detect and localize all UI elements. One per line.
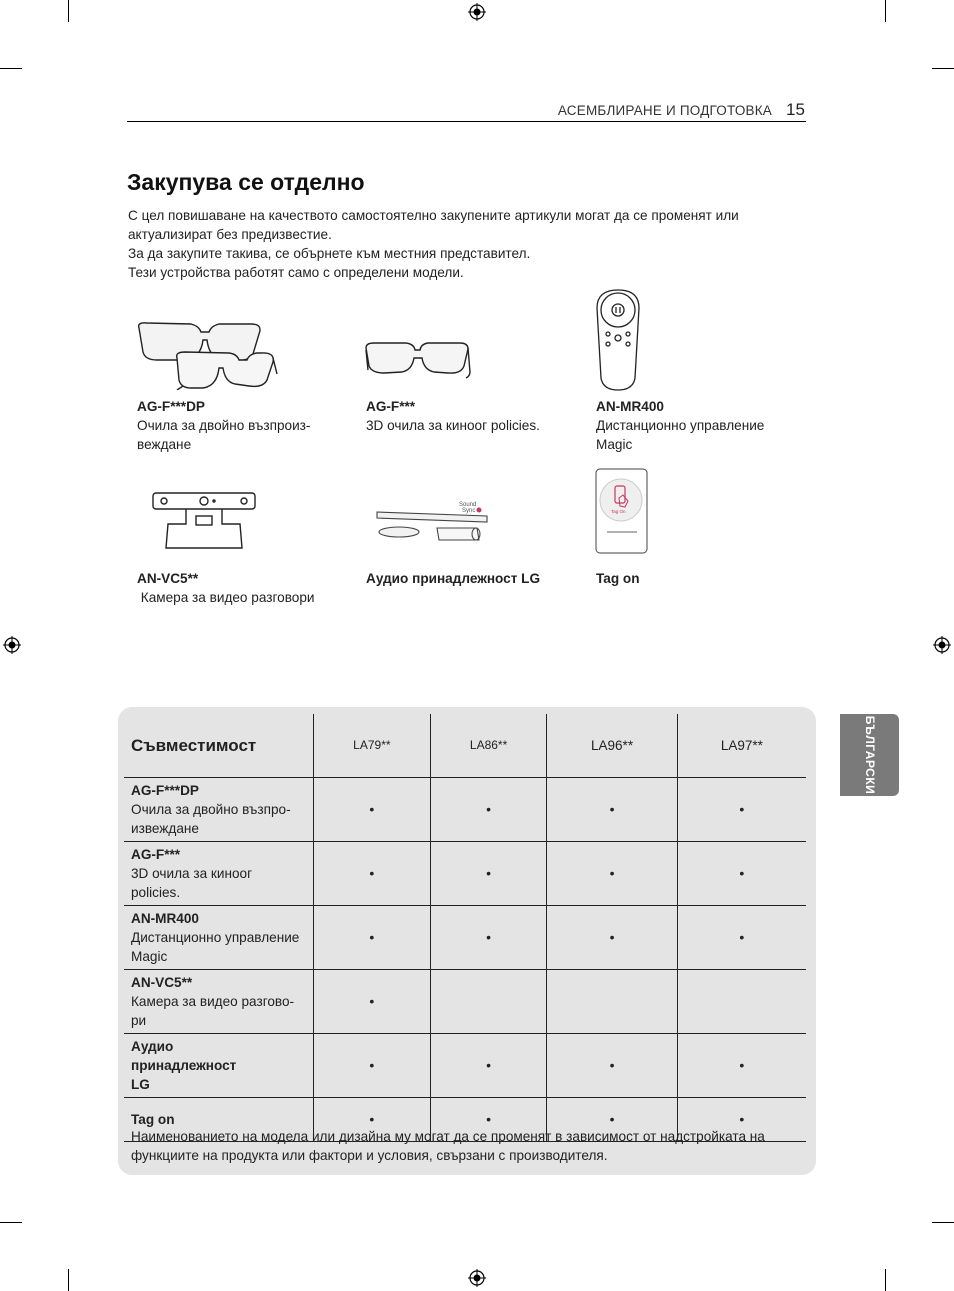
magic-remote-icon bbox=[595, 288, 641, 392]
accessory-desc: веждане bbox=[137, 437, 192, 452]
row-desc: Дистанционно управление bbox=[131, 930, 300, 945]
accessory-model: AG-F***DP bbox=[137, 399, 205, 414]
row-label bbox=[124, 906, 314, 970]
table-row bbox=[124, 906, 806, 970]
compat-mark: • bbox=[430, 842, 547, 906]
row-desc: Камера за видео разгово- bbox=[131, 994, 295, 1009]
compat-mark: • bbox=[547, 1034, 677, 1098]
compat-mark: • bbox=[547, 778, 677, 842]
header-divider bbox=[127, 121, 806, 122]
crop-mark bbox=[0, 1222, 22, 1223]
intro-paragraph: За да закупите такива, се обърнете към местния представител. bbox=[128, 246, 531, 261]
row-model: AG-F***DP bbox=[131, 783, 199, 798]
intro-text bbox=[128, 206, 808, 282]
crop-mark bbox=[68, 1269, 69, 1291]
table-row bbox=[124, 1034, 806, 1098]
sound-bar-icon bbox=[375, 498, 493, 546]
compatibility-table bbox=[124, 714, 806, 1142]
row-model: Аудио принадлежност LG bbox=[131, 1039, 237, 1092]
row-model: Tag on bbox=[131, 1112, 175, 1127]
crop-mark bbox=[932, 1222, 954, 1223]
compat-mark: • bbox=[677, 778, 806, 842]
intro-paragraph: Тези устройства работят само с определени модели. bbox=[128, 265, 464, 280]
accessory-desc: Magic bbox=[596, 437, 633, 452]
accessory-caption bbox=[366, 397, 586, 435]
language-tab-label: БЪЛГАРСКИ bbox=[862, 715, 877, 795]
compat-mark: • bbox=[314, 1098, 431, 1142]
compat-mark: • bbox=[547, 906, 677, 970]
row-model: AG-F*** bbox=[131, 847, 181, 862]
accessory-desc: Дистанционно управление bbox=[596, 418, 765, 433]
compat-mark bbox=[430, 970, 547, 1034]
table-row bbox=[124, 778, 806, 842]
accessory-model: AN-MR400 bbox=[596, 399, 664, 414]
row-desc: Magic bbox=[131, 949, 168, 964]
dual-play-glasses-icon bbox=[133, 318, 278, 390]
compat-mark bbox=[547, 970, 677, 1034]
registration-mark-icon bbox=[468, 3, 486, 21]
compat-mark: • bbox=[430, 906, 547, 970]
sound-sync-label: Sync bbox=[462, 508, 476, 514]
compat-mark: • bbox=[677, 842, 806, 906]
accessory-model: AN-VC5** bbox=[137, 571, 199, 586]
registration-mark-icon bbox=[468, 1269, 486, 1287]
crop-mark bbox=[885, 0, 886, 22]
row-desc: Очила за двойно възпро- bbox=[131, 802, 291, 817]
column-header: LA96** bbox=[547, 714, 677, 778]
compat-mark: • bbox=[314, 1034, 431, 1098]
accessory-caption bbox=[596, 569, 796, 588]
compat-mark: • bbox=[677, 1098, 806, 1142]
table-row bbox=[124, 842, 806, 906]
accessory-caption bbox=[366, 569, 586, 588]
compatibility-title: Съвместимост bbox=[124, 714, 314, 778]
compat-mark: • bbox=[314, 906, 431, 970]
tag-on-sticker-icon bbox=[595, 468, 649, 555]
accessory-caption bbox=[596, 397, 816, 454]
compat-mark: • bbox=[430, 1098, 547, 1142]
column-header: LA97** bbox=[677, 714, 806, 778]
row-label bbox=[124, 842, 314, 906]
compat-mark: • bbox=[547, 842, 677, 906]
table-row bbox=[124, 970, 806, 1034]
compat-mark: • bbox=[430, 778, 547, 842]
page-title: Закупува се отделно bbox=[127, 169, 365, 195]
accessory-desc: 3D очила за киноог policies. bbox=[366, 418, 540, 433]
row-label bbox=[124, 970, 314, 1034]
intro-paragraph: С цел повишаване на качеството самостоятелно закупените артикули могат да се променят или актуализират без предизвестие. bbox=[128, 208, 739, 242]
compat-mark: • bbox=[677, 906, 806, 970]
compatibility-footnote: Наименованието на модела или дизайна му могат да се променят в зависимост от надстройката на функциите на продукта или фактори и условия, свързани с производителя. bbox=[131, 1129, 765, 1163]
compat-mark: • bbox=[314, 842, 431, 906]
section-title: АСЕМБЛИРАНЕ И ПОДГОТОВКА bbox=[557, 103, 772, 118]
compat-mark: • bbox=[677, 1034, 806, 1098]
row-label bbox=[124, 1034, 314, 1098]
accessory-model: AG-F*** bbox=[366, 399, 416, 414]
sound-sync-label: Sound bbox=[459, 502, 477, 508]
compat-mark: • bbox=[314, 970, 431, 1034]
language-tab bbox=[840, 714, 899, 796]
accessory-model: Tag on bbox=[596, 571, 640, 586]
compat-mark: • bbox=[547, 1098, 677, 1142]
accessory-caption bbox=[137, 397, 337, 454]
video-camera-icon bbox=[150, 490, 258, 552]
crop-mark bbox=[0, 68, 22, 69]
row-desc: ри bbox=[131, 1013, 147, 1028]
sound-sync-dot-icon bbox=[477, 508, 482, 513]
page-number: 15 bbox=[786, 100, 805, 119]
accessory-desc: Камера за видео разговори bbox=[137, 590, 315, 605]
3d-glasses-icon bbox=[362, 340, 472, 385]
compat-mark: • bbox=[430, 1034, 547, 1098]
column-header: LA86** bbox=[430, 714, 547, 778]
compat-mark: • bbox=[314, 778, 431, 842]
registration-mark-icon bbox=[933, 636, 951, 654]
crop-mark bbox=[885, 1269, 886, 1291]
row-desc: 3D очила за киноог bbox=[131, 866, 253, 881]
row-desc: policies. bbox=[131, 885, 181, 900]
accessory-desc: Очила за двойно възпроиз- bbox=[137, 418, 311, 433]
crop-mark bbox=[932, 68, 954, 69]
accessory-caption bbox=[137, 569, 357, 607]
row-desc: извеждане bbox=[131, 821, 199, 836]
compat-mark bbox=[677, 970, 806, 1034]
registration-mark-icon bbox=[3, 636, 21, 654]
crop-mark bbox=[68, 0, 69, 22]
tag-on-logo-text: Tag On bbox=[611, 509, 626, 514]
row-model: AN-MR400 bbox=[131, 911, 199, 926]
row-label bbox=[124, 778, 314, 842]
column-header: LA79** bbox=[314, 714, 431, 778]
accessory-model: Аудио принадлежност LG bbox=[366, 571, 541, 586]
row-model: AN-VC5** bbox=[131, 975, 193, 990]
